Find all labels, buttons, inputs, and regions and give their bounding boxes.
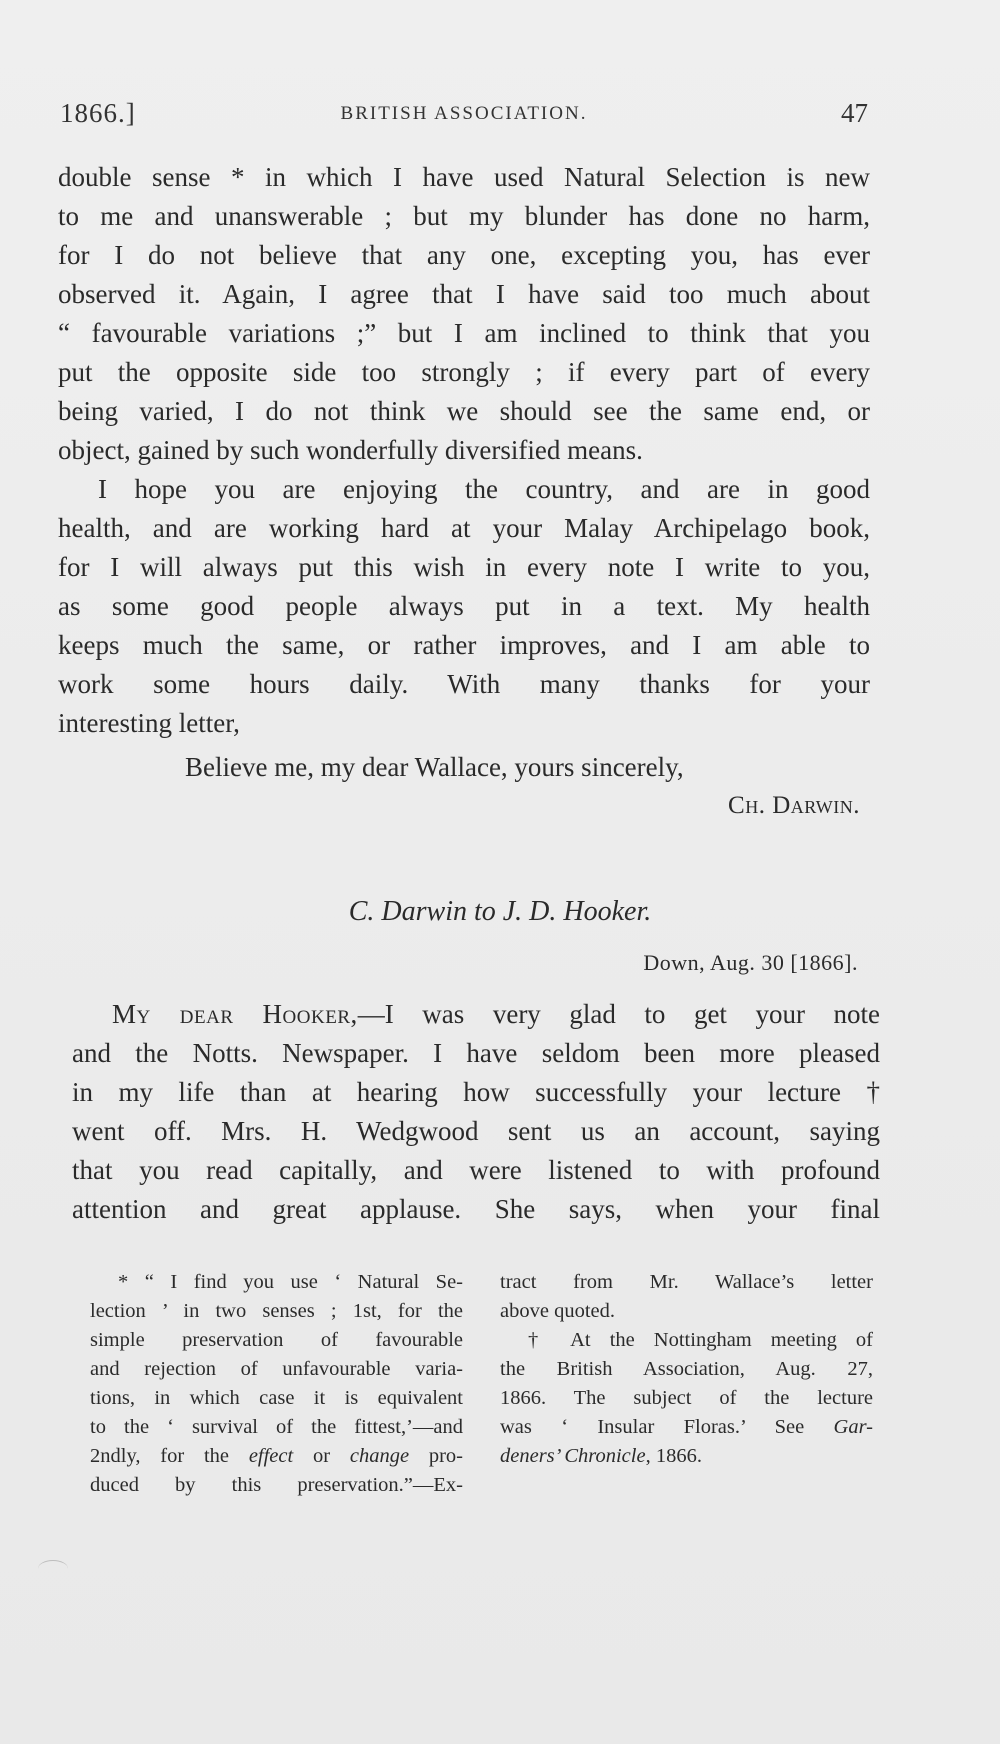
text-line: double sense * in which I have used Natural Selection is new xyxy=(58,162,870,192)
footnote-fragment: or xyxy=(293,1445,350,1467)
footnote-line: † At the Nottingham meeting of xyxy=(528,1329,873,1351)
text-line: health, and are working hard at your Malay Archipelago book, xyxy=(58,513,870,543)
footnote-line: tract from Mr. Wallace’s letter xyxy=(500,1271,873,1293)
footnote-fragment: , 1866. xyxy=(645,1445,702,1467)
text-line: interesting letter, xyxy=(58,708,240,738)
footnote-line: to the ‘ survival of the fittest,’—and xyxy=(90,1416,463,1438)
page-number: 47 xyxy=(841,98,868,128)
footnote-italic: effect xyxy=(248,1445,294,1467)
text-line: observed it. Again, I agree that I have said too much about xyxy=(58,279,870,309)
text-line: that you read capitally, and were listened to with profound xyxy=(72,1155,880,1185)
header-year: 1866.] xyxy=(60,98,136,128)
footnote-line: 1866. The subject of the lecture xyxy=(500,1387,873,1409)
footnote-line: the British Association, Aug. 27, xyxy=(500,1358,873,1380)
letter-heading: C. Darwin to J. D. Hooker. xyxy=(348,896,652,927)
footnote-fragment: pro- xyxy=(409,1445,464,1467)
text-line: went off. Mrs. H. Wedgwood sent us an account, saying xyxy=(72,1116,880,1146)
footnote-italic: deners’ Chronicle xyxy=(500,1445,646,1467)
text-line: attention and great applause. She says, when your final xyxy=(72,1194,880,1224)
text-line xyxy=(72,995,880,1034)
header-title: BRITISH ASSOCIATION. xyxy=(340,103,588,124)
text-line: for I do not believe that any one, excepting you, has ever xyxy=(58,240,870,270)
footnote-line: lection ’ in two senses ; 1st, for the xyxy=(90,1300,463,1322)
footnote-fragment: was ‘ Insular Floras.’ See xyxy=(500,1416,834,1438)
text-line: for I will always put this wish in every note I write to you, xyxy=(58,552,870,582)
letter-to-hooker-body xyxy=(72,995,880,1229)
footnote-line: simple preservation of favourable xyxy=(90,1329,463,1351)
salutation-rest: —I was very glad to get your note xyxy=(357,999,881,1029)
footnote-line: tions, in which case it is equivalent xyxy=(90,1387,463,1409)
footnote-line: * “ I find you use ‘ Natural Se- xyxy=(118,1271,463,1293)
footnote-line xyxy=(500,1442,873,1471)
footnote-italic: change xyxy=(349,1445,410,1467)
footnote-column-right xyxy=(500,1268,873,1471)
text-line: work some hours daily. With many thanks for your xyxy=(58,669,870,699)
text-line: and the Notts. Newspaper. I have seldom been more pleased xyxy=(72,1038,880,1068)
footnote-line: and rejection of unfavourable varia- xyxy=(90,1358,463,1380)
text-line: being varied, I do not think we should see the same end, or xyxy=(58,396,870,426)
text-line: object, gained by such wonderfully diversified means. xyxy=(58,435,643,465)
salutation: My dear Hooker, xyxy=(112,999,358,1029)
footnote-fragment: 2ndly, for the xyxy=(90,1445,249,1467)
footnote-column-left xyxy=(90,1268,463,1500)
footnote-line xyxy=(500,1413,873,1442)
footnotes xyxy=(90,1268,888,1496)
text-line: in my life than at hearing how successfully your lecture † xyxy=(72,1077,880,1107)
letter-to-wallace-body xyxy=(58,158,870,743)
text-line: I hope you are enjoying the country, and are in good xyxy=(98,474,870,504)
text-line: put the opposite side too strongly ; if every part of every xyxy=(58,357,870,387)
letter-dateline: Down, Aug. 30 [1866]. xyxy=(643,950,858,975)
footnote-line xyxy=(90,1442,463,1471)
footnote-line: above quoted. xyxy=(500,1300,615,1322)
text-line: as some good people always put in a text. My health xyxy=(58,591,870,621)
footnote-line: duced by this preservation.”—Ex- xyxy=(90,1474,463,1496)
text-line: “ favourable variations ;” but I am inclined to think that you xyxy=(58,318,870,348)
text-line: to me and unanswerable ; but my blunder has done no harm, xyxy=(58,201,870,231)
paper-mark xyxy=(38,1560,68,1577)
footnote-italic: Gar- xyxy=(833,1416,873,1438)
text-line: keeps much the same, or rather improves, and I am able to xyxy=(58,630,870,660)
letter-closing: Believe me, my dear Wallace, yours sincerely, xyxy=(185,752,684,782)
running-header xyxy=(60,98,868,134)
letter-signature: Ch. Darwin. xyxy=(728,792,860,819)
